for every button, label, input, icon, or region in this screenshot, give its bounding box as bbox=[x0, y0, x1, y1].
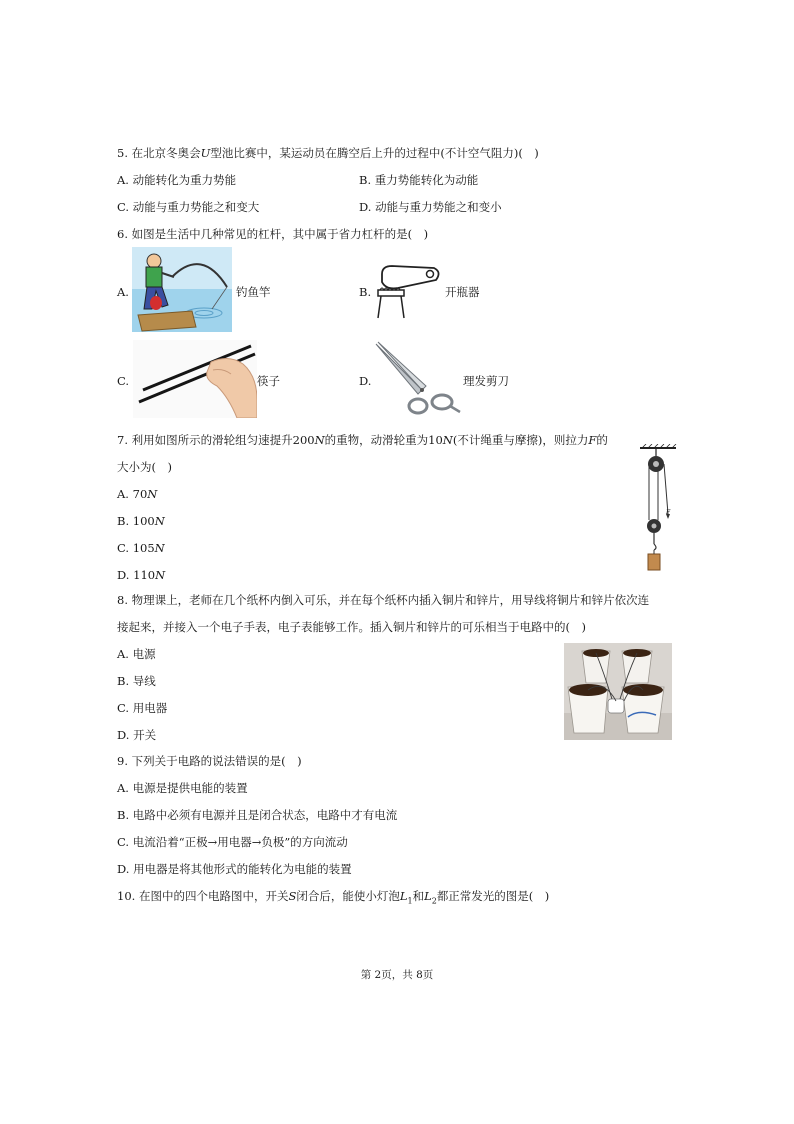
q5-stem: 5. 在北京冬奥会U型池比赛中，某运动员在腾空后上升的过程中(不计空气阻力)( ) bbox=[117, 146, 539, 160]
q8-option-a: A. 电源 bbox=[117, 647, 156, 661]
q9-option-c: C. 电流沿着“正极→用电器→负极”的方向流动 bbox=[117, 835, 348, 849]
q8-option-c: C. 用电器 bbox=[117, 701, 168, 715]
q6-option-b-letter: B. bbox=[359, 285, 372, 299]
bottle-opener-image bbox=[372, 262, 444, 320]
q9-option-a: A. 电源是提供电能的装置 bbox=[117, 781, 248, 795]
q6-caption-d: 理发剪刀 bbox=[463, 374, 509, 388]
q8-stem-line2: 接起来，并接入一个电子手表，电子表能够工作。插入铜片和锌片的可乐相当于电路中的( ) bbox=[117, 620, 586, 634]
q6-caption-a: 钓鱼竿 bbox=[236, 285, 271, 299]
q5-option-c: C. 动能与重力势能之和变大 bbox=[117, 200, 260, 214]
q6-option-a-letter: A. bbox=[117, 285, 129, 299]
q7-stem-line1: 7. 利用如图所示的滑轮组匀速提升200N的重物，动滑轮重为10N(不计绳重与摩擦)，则拉力F的 bbox=[117, 433, 608, 447]
q6-option-d-letter: D. bbox=[359, 374, 372, 388]
q6-caption-b: 开瓶器 bbox=[445, 285, 480, 299]
q10-stem: 10. 在图中的四个电路图中，开关S闭合后，能使小灯泡$L_1$和$L_2$都正常发光的图是( ) bbox=[117, 889, 550, 906]
q8-option-d: D. 开关 bbox=[117, 728, 157, 742]
page-footer: 第 2页，共 8页 bbox=[360, 969, 434, 981]
q5-option-d: D. 动能与重力势能之和变小 bbox=[359, 200, 502, 214]
chopsticks-image bbox=[133, 340, 257, 418]
q8-stem-line1: 8. 物理课上，老师在几个纸杯内倒入可乐，并在每个纸杯内插入铜片和锌片，用导线将铜片和锌片依次连 bbox=[117, 593, 650, 607]
q6-caption-c: 筷子 bbox=[257, 374, 280, 388]
q7-option-d: D. 110N bbox=[117, 568, 166, 582]
q9-option-b: B. 电路中必须有电源并且是闭合状态，电路中才有电流 bbox=[117, 808, 398, 822]
q5-option-a: A. 动能转化为重力势能 bbox=[117, 173, 237, 187]
pulley-force-label: F bbox=[666, 509, 671, 516]
q7-stem-line2: 大小为( ) bbox=[117, 460, 172, 474]
q9-option-d: D. 用电器是将其他形式的能转化为电能的装置 bbox=[117, 862, 352, 876]
cola-cups-photo bbox=[564, 643, 672, 740]
q7-option-c: C. 105N bbox=[117, 541, 165, 555]
q7-option-a: A. 70N bbox=[117, 487, 158, 501]
q7-option-b: B. 100N bbox=[117, 514, 165, 528]
q6-option-c-letter: C. bbox=[117, 374, 130, 388]
pulley-system-figure bbox=[638, 444, 678, 576]
q8-option-b: B. 导线 bbox=[117, 674, 156, 688]
fishing-rod-image bbox=[132, 247, 232, 332]
q6-stem: 6. 如图是生活中几种常见的杠杆，其中属于省力杠杆的是( ) bbox=[117, 227, 429, 241]
q9-stem: 9. 下列关于电路的说法错误的是( ) bbox=[117, 754, 302, 768]
q5-option-b: B. 重力势能转化为动能 bbox=[359, 173, 479, 187]
scissors-image bbox=[372, 340, 462, 418]
